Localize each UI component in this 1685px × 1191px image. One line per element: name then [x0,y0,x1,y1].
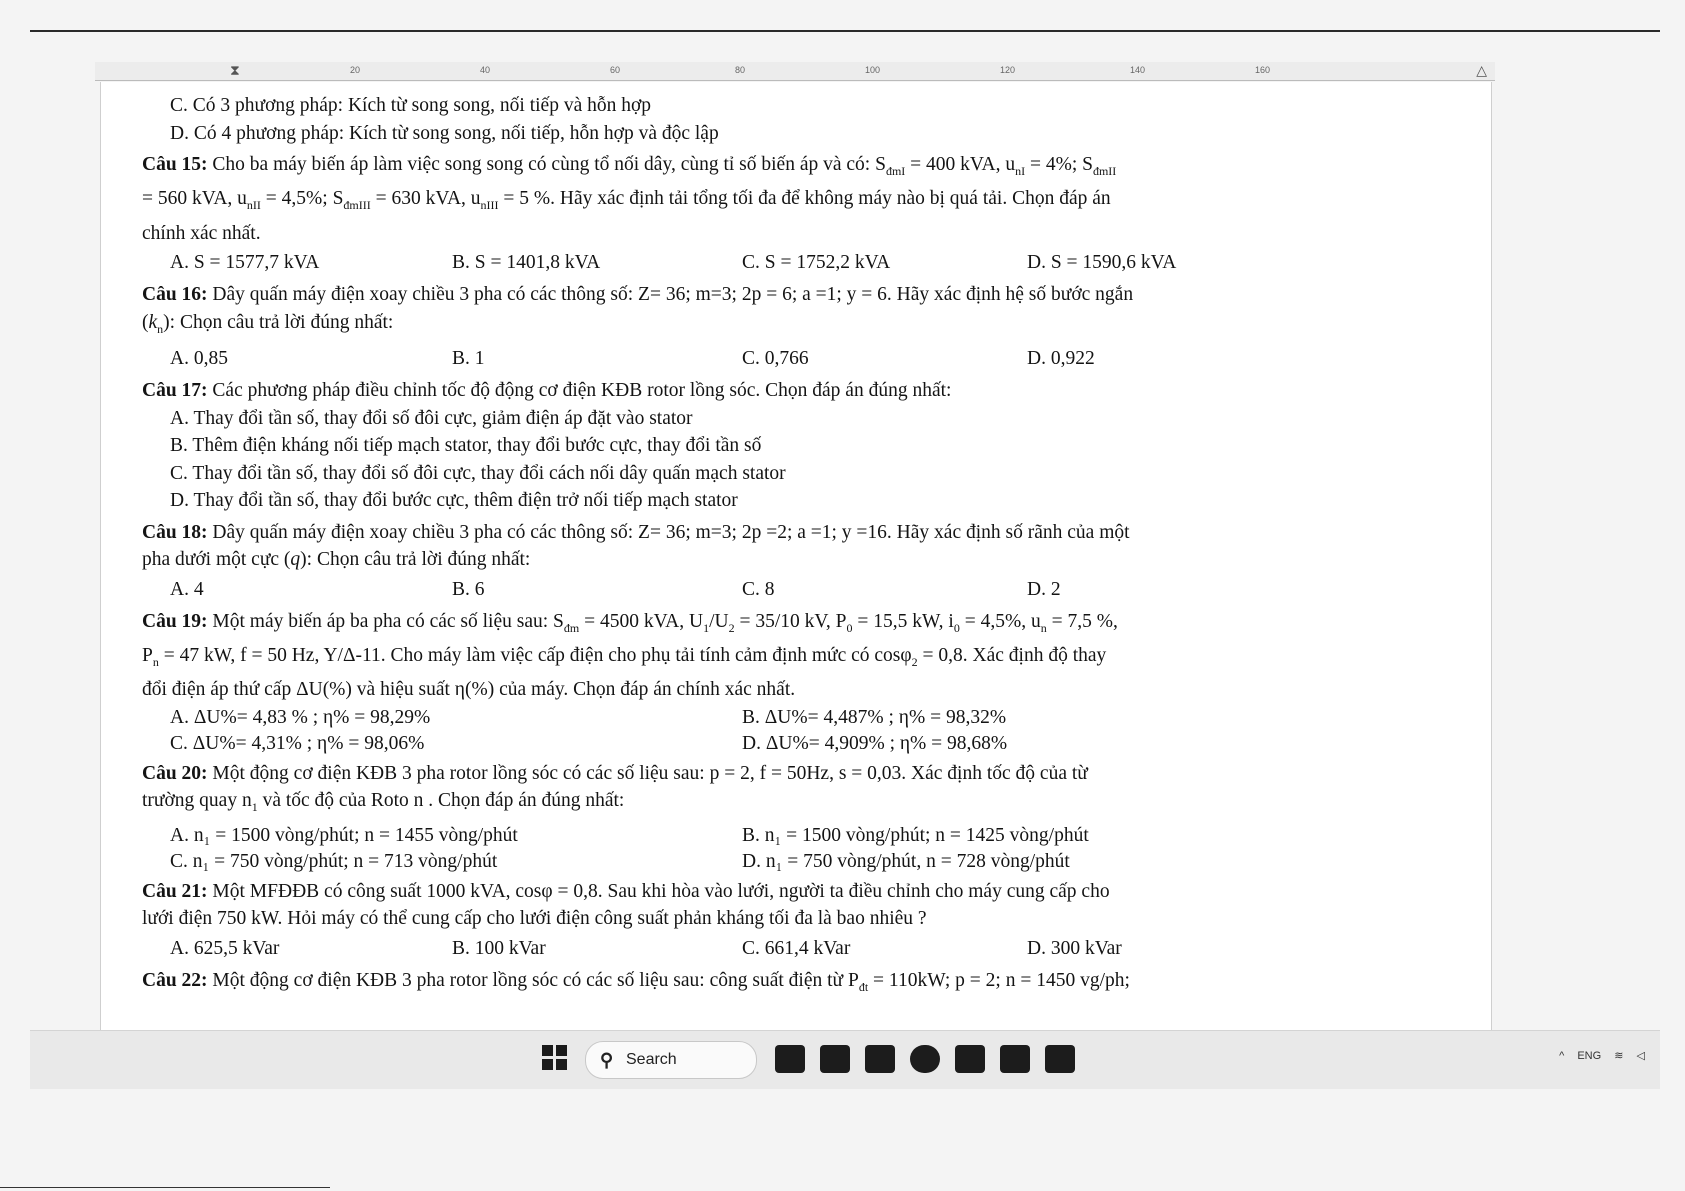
option-b: B. S = 1401,8 kVA [452,252,601,274]
system-tray[interactable] [1549,1049,1645,1062]
ruler-tick: 160 [1255,65,1271,75]
answer-options [142,848,1492,874]
taskbar [30,1030,1660,1089]
question-label: Câu 18: [142,521,208,543]
answer-options [142,343,1492,373]
answer-options [142,933,1492,963]
app-icon[interactable] [1000,1045,1030,1073]
option-d: D. Thay đổi tần số, thay đổi bước cực, thêm điện trở nối tiếp mạch stator [170,490,738,512]
q14-option-d: D. Có 4 phương pháp: Kích từ song song, nối tiếp, hỗn hợp và độc lập [170,122,719,144]
option-c: C. 0,766 [742,348,809,370]
search-label: Search [626,1051,677,1068]
option-d: D. S = 1590,6 kVA [1027,252,1177,274]
answer-options [142,730,1492,756]
answer-options [142,822,1492,848]
option-b: B. ΔU%= 4,487% ; η% = 98,32% [742,706,1007,728]
option-b: B. 1 [452,348,485,370]
horizontal-ruler[interactable] [95,62,1495,81]
question-15: Câu 15: Cho ba máy biến áp làm việc song song có cùng tổ nối dây, cùng tỉ số biến áp và có: $S_{đmI} = 400$ kVA, $u_{nI} = 4\%$; $S_{đmII}$ = 560 kVA, $u_{nII} = 4,5\%$; $S_{đmIII} = 630$ kVA, $u_{nIII} = 5$ %. Hãy xác định tải tổng tối đa để không máy nào bị quá tải. Chọn đáp án chính xác nhất. A. S = 1577,7 kVA B. S = 1401,8 kVA C. S = 1752,2 kVA D. S = 1590,6 kVA [142,151,1492,277]
ruler-tick: 100 [865,65,881,75]
question-16: Câu 16: Dây quấn máy điện xoay chiều 3 pha có các thông số: Z= 36; m=3; 2p = 6; a =1; y = 6. Hãy xác định hệ số bước ngắn $(k_n)$: Chọn câu trả lời đúng nhất: A. 0,85 B. 1 C. 0,766 D. 0,922 [142,281,1492,373]
question-21: Câu 21: Một MFĐĐB có công suất 1000 kVA, cosφ = 0,8. Sau khi hòa vào lưới, người ta điều chỉnh cho máy cung cấp cho lưới điện 750 kW. Hỏi máy có thể cung cấp cho lưới điện công suất phản kháng tối đa là bao nhiêu ? A. 625,5 kVar B. 100 kVar C. 661,4 kVar D. 300 kVar [142,878,1492,963]
ruler-tick: 60 [610,65,621,75]
ruler-tick: 20 [350,65,361,75]
option-d: D. 2 [1027,578,1061,600]
option-a: A. 0,85 [170,348,228,370]
question-label: Câu 21: [142,880,208,902]
ruler-tick: 80 [735,65,746,75]
chevron-up-icon[interactable]: ^ [1559,1050,1565,1062]
option-a: A. ΔU%= 4,83 % ; η% = 98,29% [170,706,431,728]
question-20: Câu 20: Một động cơ điện KĐB 3 pha rotor lồng sóc có các số liệu sau: p = 2, f = 50Hz, s = 0,03. Xác định tốc độ của từ trường quay $n_1$ và tốc độ của Roto n . Chọn đáp án đúng nhất: A. n₁ = 1500 vòng/phút; n = 1455 vòng/phút B. n₁ = 1500 vòng/phút; n = 1425 vòng/phút C. n₁ = 750 vòng/phút; n = 713 vòng/phút D. n₁ = 750 vòng/phút, n = 728 vòng/phút [142,760,1492,874]
option-a: A. Thay đổi tần số, thay đổi số đôi cực, giảm điện áp đặt vào stator [170,407,693,429]
option-b: B. 6 [452,578,485,600]
indent-marker-icon[interactable]: ⧗ [230,62,240,78]
option-d: D. ΔU%= 4,909% ; η% = 98,68% [742,732,1008,754]
question-label: Câu 20: [142,762,208,784]
search-icon: ⚲ [600,1050,614,1070]
ruler-tick: 40 [480,65,491,75]
word-icon[interactable] [1045,1045,1075,1073]
option-a: A. n₁ = 1500 vòng/phút; n = 1455 vòng/phút [170,824,518,846]
option-a: A. 625,5 kVar [170,937,280,959]
browser-icon[interactable] [910,1045,940,1073]
question-18: Câu 18: Dây quấn máy điện xoay chiều 3 pha có các thông số: Z= 36; m=3; 2p =2; a =1; y =16. Hãy xác định số rãnh của một pha dưới một cực (q): Chọn câu trả lời đúng nhất: A. 4 B. 6 C. 8 D. 2 [142,519,1492,604]
question-22: Câu 22: Một động cơ điện KĐB 3 pha rotor lồng sóc có các số liệu sau: công suất điện từ $P_{đt} = 110kW$; p = 2; n = 1450 vg/ph; [142,969,1130,994]
option-c: C. ΔU%= 4,31% ; η% = 98,06% [170,732,425,754]
answer-options [142,704,1492,730]
q14-option-c: C. Có 3 phương pháp: Kích từ song song, nối tiếp và hỗn hợp [170,95,652,116]
question-17: Câu 17: Các phương pháp điều chỉnh tốc độ động cơ điện KĐB rotor lồng sóc. Chọn đáp án đúng nhất: A. Thay đổi tần số, thay đổi số đôi cực, giảm điện áp đặt vào stator B. Thêm điện kháng nối tiếp mạch stator, thay đổi bước cực, thay đổi tần số C. Thay đổi tần số, thay đổi số đôi cực, thay đổi cách nối dây quấn mạch stator D. Thay đổi tần số, thay đổi bước cực, thêm điện trở nối tiếp mạch stator [142,377,1492,515]
option-b: B. 100 kVar [452,937,546,959]
document-body[interactable] [142,92,1492,1001]
option-b: B. Thêm điện kháng nối tiếp mạch stator, thay đổi bước cực, thay đổi tần số [170,435,762,457]
option-a: A. 4 [170,578,204,600]
ruler-tick: 140 [1130,65,1146,75]
ruler-tick: 120 [1000,65,1016,75]
option-d: D. 300 kVar [1027,937,1122,959]
question-label: Câu 16: [142,284,208,306]
question-label: Câu 17: [142,380,208,402]
question-19: Câu 19: Một máy biến áp ba pha có các số liệu sau: $S_{đm} = 4500$ kVA, $U_1/U_2 = 35/10$ kV, $P_0 = 15,5$ kW, $i_0 = 4,5\%$, $u_n = 7,5$ %, $P_n = 47$ kW, f = 50 Hz, Y/Δ-11. Cho máy làm việc cấp điện cho phụ tải tính cảm định mức có cosφ$_2$ = 0,8. Xác định độ thay đổi điện áp thứ cấp ΔU(%) và hiệu suất η(%) của máy. Chọn đáp án chính xác nhất. A. ΔU%= 4,83 % ; η% = 98,29% B. ΔU%= 4,487% ; η% = 98,32% C. ΔU%= 4,31% ; η% = 98,06% D. ΔU%= 4,909% ; η% = 98,68% [142,608,1492,756]
answer-options [142,574,1492,604]
language-indicator[interactable]: ENG [1577,1050,1602,1062]
right-indent-marker-icon[interactable]: △ [1476,62,1487,78]
option-c: C. S = 1752,2 kVA [742,252,891,274]
option-d: D. 0,922 [1027,348,1095,370]
wifi-icon[interactable]: ≋ [1614,1050,1624,1062]
option-d: D. n₁ = 750 vòng/phút, n = 728 vòng/phút [742,850,1070,872]
option-c: C. 661,4 kVar [742,937,851,959]
windows-start-icon[interactable] [542,1045,568,1071]
answer-options [142,247,1492,277]
taskbar-search-box[interactable] [585,1041,757,1079]
option-b: B. n₁ = 1500 vòng/phút; n = 1425 vòng/phút [742,824,1089,846]
mail-icon[interactable] [955,1045,985,1073]
question-label: Câu 22: [142,969,208,991]
option-c: C. n₁ = 750 vòng/phút; n = 713 vòng/phút [170,850,498,872]
volume-icon[interactable]: ◁ [1636,1050,1645,1062]
window-top-border [30,30,1660,32]
bottom-divider [0,1187,330,1188]
question-label: Câu 19: [142,610,208,632]
option-c: C. 8 [742,578,775,600]
file-explorer-icon[interactable] [865,1045,895,1073]
widgets-icon[interactable] [775,1045,805,1073]
option-c: C. Thay đổi tần số, thay đổi số đôi cực, thay đổi cách nối dây quấn mạch stator [170,462,786,484]
question-label: Câu 15: [142,154,208,175]
option-a: A. S = 1577,7 kVA [170,252,320,274]
app-icon[interactable] [820,1045,850,1073]
